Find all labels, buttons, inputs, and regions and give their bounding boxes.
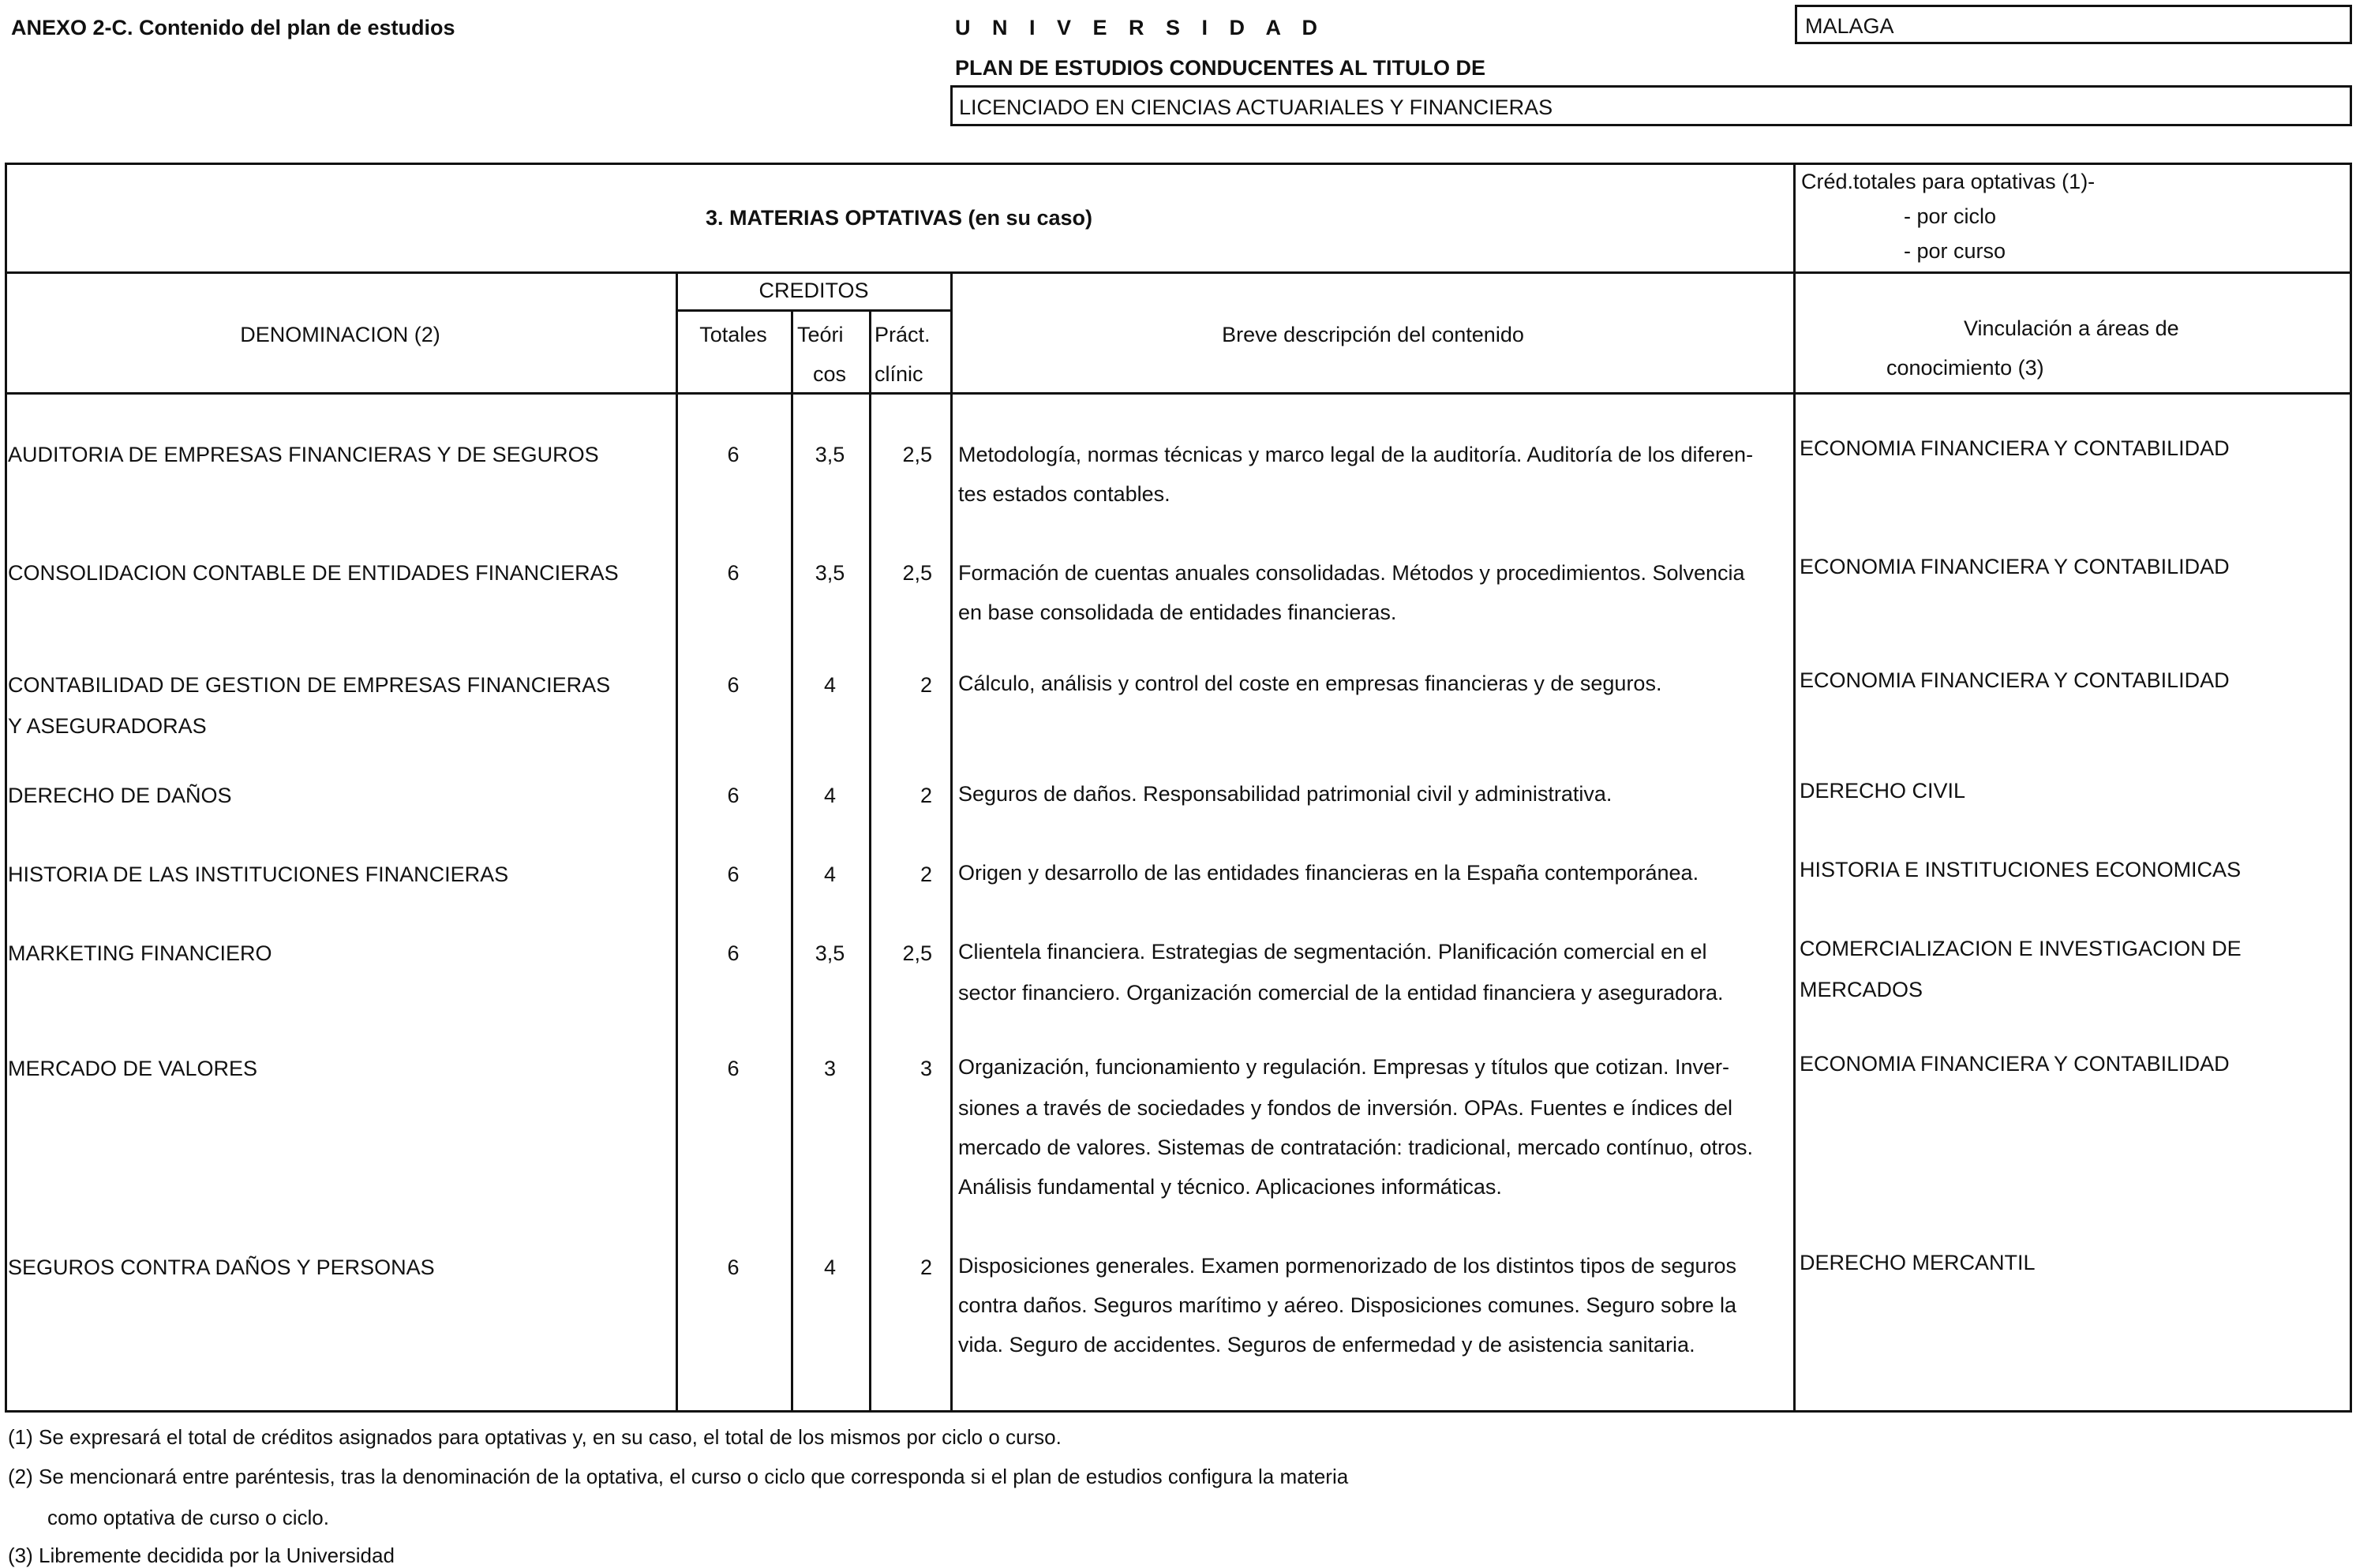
- row-2-teoricos: 3,5: [815, 561, 845, 585]
- header-divider: [5, 271, 2352, 274]
- row-3-desc-1: Cálculo, análisis y control del coste en empresas financieras y de seguros.: [958, 672, 1662, 695]
- row-2-area: ECONOMIA FINANCIERA Y CONTABILIDAD: [1800, 555, 2230, 578]
- row-8-desc-3: vida. Seguro de accidentes. Seguros de enfermedad y de asistencia sanitaria.: [958, 1333, 1695, 1357]
- row-7-area: ECONOMIA FINANCIERA Y CONTABILIDAD: [1800, 1052, 2230, 1076]
- row-8-name: SEGUROS CONTRA DAÑOS Y PERSONAS: [8, 1256, 435, 1279]
- row-4-name: DERECHO DE DAÑOS: [8, 784, 232, 807]
- col-creditos: CREDITOS: [758, 279, 869, 302]
- row-3-name-1: CONTABILIDAD DE GESTION DE EMPRESAS FINANCIERAS: [8, 673, 611, 697]
- row-5-area: HISTORIA E INSTITUCIONES ECONOMICAS: [1800, 858, 2242, 881]
- columns-divider: [5, 392, 2352, 395]
- col-practicos-1: Práct.: [875, 323, 931, 346]
- row-6-totales: 6: [727, 941, 740, 965]
- row-7-desc-3: mercado de valores. Sistemas de contratación: tradicional, mercado contínuo, otros.: [958, 1136, 1754, 1159]
- cred-totales-label: Créd.totales para optativas (1)-: [1801, 170, 2096, 193]
- por-ciclo-label: - por ciclo: [1904, 204, 1997, 228]
- row-5-teoricos: 4: [823, 863, 837, 886]
- row-8-desc-2: contra daños. Seguros marítimo y aéreo. Disposiciones comunes. Seguro sobre la: [958, 1293, 1737, 1317]
- row-2-desc-1: Formación de cuentas anuales consolidadas. Métodos y procedimientos. Solvencia: [958, 561, 1745, 585]
- row-4-area: DERECHO CIVIL: [1800, 779, 1966, 803]
- col-vinculacion-1: Vinculación a áreas de: [1964, 316, 2179, 340]
- vinculacion-divider: [1793, 163, 1796, 1413]
- row-6-area-1: COMERCIALIZACION E INVESTIGACION DE: [1800, 937, 2242, 960]
- row-5-totales: 6: [727, 863, 740, 886]
- col-vinculacion-2: conocimiento (3): [1886, 356, 2044, 380]
- row-2-practicos: 2,5: [902, 561, 932, 585]
- row-1-desc-2: tes estados contables.: [958, 482, 1171, 506]
- practicos-divider: [950, 271, 953, 1413]
- row-1-area: ECONOMIA FINANCIERA Y CONTABILIDAD: [1800, 436, 2230, 460]
- titulo-field: LICENCIADO EN CIENCIAS ACTUARIALES Y FINANCIERAS: [950, 85, 2352, 126]
- footnote-1: (1) Se expresará el total de créditos asignados para optativas y, en su caso, el total de los mismos por ciclo o curso.: [8, 1425, 1062, 1449]
- col-totales: Totales: [699, 323, 767, 346]
- row-7-desc-2: siones a través de sociedades y fondos de inversión. OPAs. Fuentes e índices del: [958, 1096, 1733, 1120]
- creditos-divider: [676, 309, 952, 312]
- annex-title: ANEXO 2-C. Contenido del plan de estudios: [11, 16, 455, 39]
- row-3-area: ECONOMIA FINANCIERA Y CONTABILIDAD: [1800, 668, 2230, 692]
- plan-label: PLAN DE ESTUDIOS CONDUCENTES AL TITULO DE: [955, 56, 1486, 80]
- row-7-totales: 6: [727, 1057, 740, 1080]
- row-1-name: AUDITORIA DE EMPRESAS FINANCIERAS Y DE SEGUROS: [8, 443, 599, 466]
- col-practicos-2: clínic: [875, 362, 923, 386]
- footnote-3: (3) Libremente decidida por la Universidad: [8, 1544, 395, 1567]
- section-title: 3. MATERIAS OPTATIVAS (en su caso): [705, 206, 1093, 230]
- row-6-name: MARKETING FINANCIERO: [8, 941, 272, 965]
- row-4-desc-1: Seguros de daños. Responsabilidad patrimonial civil y administrativa.: [958, 782, 1612, 806]
- universidad-label: U N I V E R S I D A D: [955, 16, 1326, 39]
- row-3-name-2: Y ASEGURADORAS: [8, 714, 207, 738]
- row-5-desc-1: Origen y desarrollo de las entidades financieras en la España contemporánea.: [958, 861, 1699, 885]
- footnote-2: (2) Se mencionará entre paréntesis, tras la denominación de la optativa, el curso o ciclo que corresponda si el plan de estudios configura la materia: [8, 1465, 1349, 1488]
- row-7-practicos: 3: [920, 1057, 932, 1080]
- row-6-area-2: MERCADOS: [1800, 978, 1923, 1001]
- row-3-totales: 6: [727, 673, 740, 697]
- row-2-totales: 6: [727, 561, 740, 585]
- row-1-totales: 6: [727, 443, 740, 466]
- row-7-name: MERCADO DE VALORES: [8, 1057, 258, 1080]
- row-6-teoricos: 3,5: [815, 941, 845, 965]
- por-curso-label: - por curso: [1904, 239, 2006, 263]
- row-8-teoricos: 4: [823, 1256, 837, 1279]
- col-denominacion: DENOMINACION (2): [240, 323, 440, 346]
- row-4-totales: 6: [727, 784, 740, 807]
- row-8-practicos: 2: [920, 1256, 932, 1279]
- col-teoricos-1: Teóri: [797, 323, 844, 346]
- row-1-teoricos: 3,5: [815, 443, 845, 466]
- row-1-desc-1: Metodología, normas técnicas y marco legal de la auditoría. Auditoría de los diferen-: [958, 443, 1754, 466]
- row-3-teoricos: 4: [823, 673, 837, 697]
- row-8-desc-1: Disposiciones generales. Examen pormenorizado de los distintos tipos de seguros: [958, 1254, 1737, 1278]
- row-6-desc-2: sector financiero. Organización comercial de la entidad financiera y aseguradora.: [958, 981, 1724, 1005]
- row-3-practicos: 2: [920, 673, 932, 697]
- row-7-desc-4: Análisis fundamental y técnico. Aplicaciones informáticas.: [958, 1175, 1502, 1199]
- row-4-teoricos: 4: [823, 784, 837, 807]
- col-descripcion: Breve descripción del contenido: [1222, 323, 1524, 346]
- row-8-totales: 6: [727, 1256, 740, 1279]
- row-6-practicos: 2,5: [902, 941, 932, 965]
- footnote-2-cont: como optativa de curso o ciclo.: [47, 1506, 329, 1529]
- col-teoricos-2: cos: [813, 362, 847, 386]
- row-4-practicos: 2: [920, 784, 932, 807]
- row-2-desc-2: en base consolidada de entidades financieras.: [958, 601, 1397, 624]
- row-7-desc-1: Organización, funcionamiento y regulación. Empresas y títulos que cotizan. Inver-: [958, 1055, 1729, 1079]
- row-2-name: CONSOLIDACION CONTABLE DE ENTIDADES FINANCIERAS: [8, 561, 619, 585]
- row-1-practicos: 2,5: [902, 443, 932, 466]
- universidad-field: MALAGA: [1795, 5, 2352, 44]
- row-7-teoricos: 3: [823, 1057, 837, 1080]
- row-8-area: DERECHO MERCANTIL: [1800, 1251, 2036, 1274]
- row-5-name: HISTORIA DE LAS INSTITUCIONES FINANCIERAS: [8, 863, 509, 886]
- row-5-practicos: 2: [920, 863, 932, 886]
- row-6-desc-1: Clientela financiera. Estrategias de segmentación. Planificación comercial en el: [958, 940, 1707, 964]
